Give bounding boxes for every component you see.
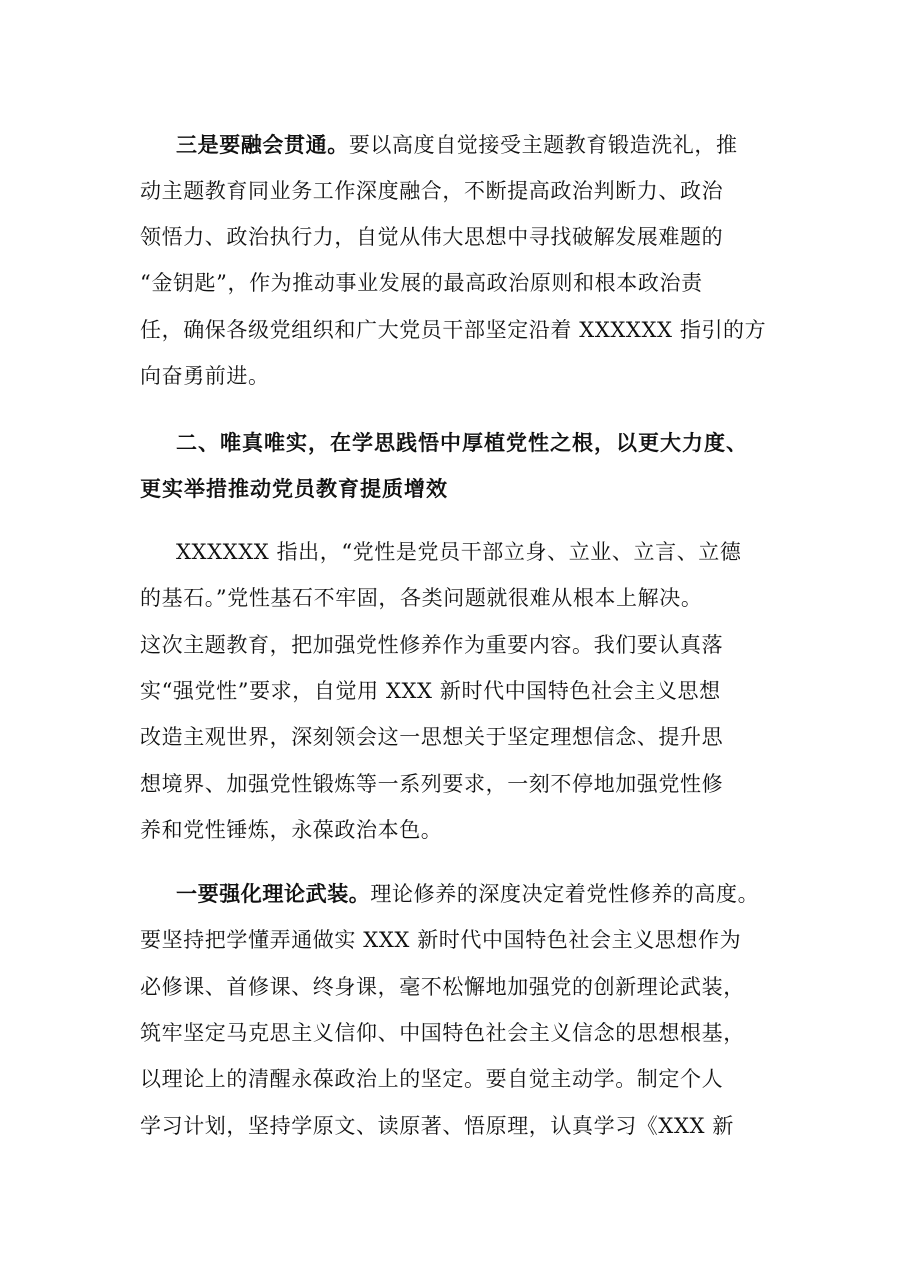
- paragraph-line: 学习计划，坚持学原文、读原著、悟原理，认真学习《XXX 新: [140, 1114, 734, 1138]
- paragraph-line: 实“强党性”要求，自觉用 XXX 新时代中国特色社会主义思想: [140, 679, 721, 703]
- paragraph-line: 动主题教育同业务工作深度融合，不断提高政治判断力、政治: [140, 179, 724, 203]
- paragraph-line: 筑牢坚定马克思主义信仰、中国特色社会主义信念的思想根基，: [140, 1021, 745, 1045]
- bold-lead-text: 一要强化理论武装。: [176, 882, 371, 906]
- body-text: 理论修养的深度决定着党性修养的高度。: [370, 882, 760, 906]
- paragraph-line: 想境界、加强党性锻炼等一系列要求，一刻不停地加强党性修: [140, 772, 724, 796]
- paragraph-line: “金钥匙”，作为推动事业发展的最高政治原则和根本政治责: [140, 271, 703, 295]
- paragraph-line: 这次主题教育，把加强党性修养作为重要内容。我们要认真落: [140, 633, 724, 657]
- paragraph-line: 要坚持把学懂弄通做实 XXX 新时代中国特色社会主义思想作为: [140, 928, 742, 952]
- bold-lead-text: 三是要融会贯通。: [176, 133, 349, 157]
- paragraph-line: 领悟力、政治执行力，自觉从伟大思想中寻找破解发展难题的: [140, 225, 724, 249]
- body-text: 要以高度自觉接受主题教育锻造洗礼，推: [348, 133, 738, 157]
- paragraph-line: 以理论上的清醒永葆政治上的坚定。要自觉主动学。制定个人: [140, 1067, 724, 1091]
- paragraph-line: 向奋勇前进。: [140, 364, 270, 388]
- section-heading: 更实举措推动党员教育提质增效: [140, 477, 448, 501]
- paragraph-line: 养和党性锤炼，永葆政治本色。: [140, 818, 443, 842]
- paragraph-line: XXXXXX 指出，“党性是党员干部立身、立业、立言、立德: [176, 540, 742, 564]
- paragraph-line: [176, 879, 759, 909]
- paragraph-line: 改造主观世界，深刻领会这一思想关于坚定理想信念、提升思: [140, 725, 724, 749]
- section-heading: 二、唯真唯实，在学思践悟中厚植党性之根，以更大力度、: [176, 431, 748, 455]
- paragraph-line: 任，确保各级党组织和广大党员干部坚定沿着 XXXXXX 指引的方: [140, 318, 767, 342]
- paragraph-line: [176, 130, 738, 160]
- paragraph-line: 必修课、首修课、终身课，毫不松懈地加强党的创新理论武装，: [140, 975, 745, 999]
- paragraph-line: 的基石。”党性基石不牢固，各类问题就很难从根本上解决。: [140, 586, 703, 610]
